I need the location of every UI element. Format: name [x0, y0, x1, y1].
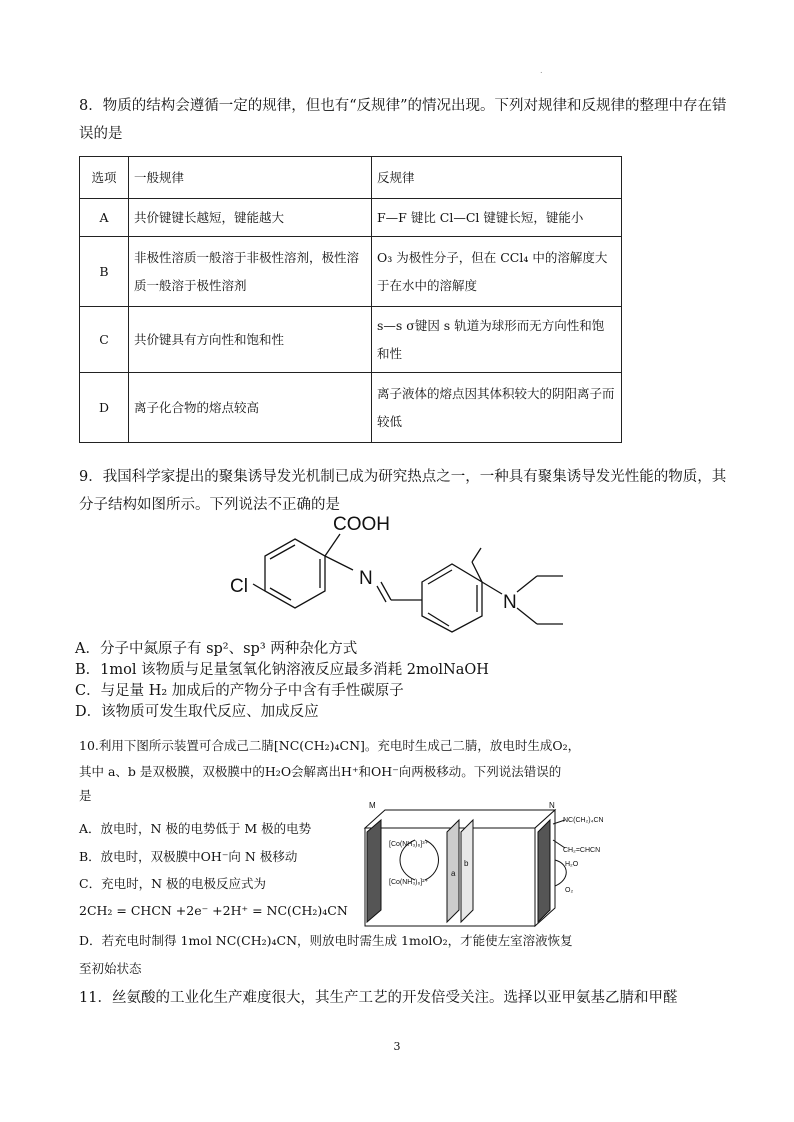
table-row: [80, 373, 622, 443]
option-a: A．分子中氮原子有 sp²、sp³ 两种杂化方式: [75, 641, 358, 657]
benzene-ring-right: [422, 564, 482, 632]
table-cell: 离子化合物的熔点较高: [129, 373, 372, 443]
question-11-text: 11．丝氨酸的工业化生产难度很大，其生产工艺的开发倍受关注。选择以亚甲氨基乙腈和甲醛: [79, 990, 678, 1006]
table-cell: 离子液体的熔点因其体积较大的阴阳离子而较低: [372, 373, 622, 443]
cooh-bond: [325, 534, 340, 556]
option-c: C．充电时，N 极的电极反应式为: [79, 876, 266, 891]
table-cell: 非极性溶质一般溶于非极性溶剂，极性溶质一般溶于极性溶剂: [129, 237, 372, 307]
benzene-ring-left: [265, 539, 325, 608]
question-9-options: [75, 639, 489, 723]
electrolysis-device-diagram: [355, 800, 625, 930]
question-10-line: 其中 a、b 是双极膜，双极膜中的H₂O会解离出H⁺和OH⁻向两极移动。下列说法错误的: [79, 764, 562, 779]
amine-n-label: N: [503, 592, 517, 613]
b-label: b: [464, 859, 469, 868]
table-row: [80, 199, 622, 237]
table-cell: B: [80, 237, 129, 307]
imine-n-label: N: [359, 568, 373, 589]
option-d: D．若充电时制得 1mol NC(CH₂)₄CN，则放电时需生成 1molO₂，才能使左室溶液恢复: [79, 933, 573, 948]
co2-label: [Co(NH₃)₆]²⁺: [389, 879, 429, 886]
cl-label: Cl: [230, 576, 248, 597]
a-label: a: [451, 869, 456, 878]
question-10-line: 是: [79, 788, 92, 803]
table-cell: D: [80, 373, 129, 443]
table-cell: A: [80, 199, 129, 237]
oxygen-label: O₂: [565, 887, 574, 894]
table-cell: C: [80, 307, 129, 373]
option-b: B．放电时，双极膜中OH⁻向 N 极移动: [79, 849, 298, 864]
question-10-line: 10.利用下图所示装置可合成己二腈[NC(CH₂)₄CN]。充电时生成己二腈，放电时生成O₂，: [79, 738, 581, 753]
question-10-text: [79, 733, 729, 807]
option-c: C．与足量 H₂ 加成后的产物分子中含有手性碳原子: [75, 683, 404, 699]
option-a: A．放电时，N 极的电势低于 M 极的电势: [79, 821, 312, 836]
table-header-row: [80, 157, 622, 199]
table-header-cell: 选项: [80, 157, 129, 199]
option-d-cont: 至初始状态: [79, 961, 142, 976]
table-cell: O₃ 为极性分子，但在 CCl₄ 中的溶解度大于在水中的溶解度: [372, 237, 622, 307]
table-row: [80, 307, 622, 373]
cooh-label: COOH: [333, 514, 390, 535]
table-cell: 共价键键长越短，键能越大: [129, 199, 372, 237]
table-cell: s—s σ键因 s 轨道为球形而无方向性和饱和性: [372, 307, 622, 373]
co3-label: [Co(NH₃)₆]³⁺: [389, 841, 429, 848]
table-cell: F—F 键比 Cl—Cl 键键长短，键能小: [372, 199, 622, 237]
question-9-text: 9．我国科学家提出的聚集诱导发光机制已成为研究热点之一，一种具有聚集诱导发光性能的物质，其分子结构如图所示。下列说法不正确的是: [79, 469, 727, 513]
m-label: M: [369, 801, 376, 810]
table-cell: 共价键具有方向性和饱和性: [129, 307, 372, 373]
n-label: N: [549, 801, 555, 810]
membrane-b: [461, 820, 473, 922]
electrode-n: [538, 820, 550, 922]
table-row: [80, 237, 622, 307]
rules-table: [79, 156, 622, 443]
molecule-structure-diagram: [225, 512, 585, 640]
cl-bond: [253, 584, 265, 591]
page-number: 3: [393, 1040, 401, 1053]
water-label: H₂O: [565, 861, 579, 868]
table-header-cell: 反规律: [372, 157, 622, 199]
table-header-cell: 一般规律: [129, 157, 372, 199]
option-b: B．1mol 该物质与足量氢氧化钠溶液反应最多消耗 2molNaOH: [75, 662, 489, 678]
exam-page: . 8．物质的结构会遵循一定的规律，但也有“反规律”的情况出现。下列对规律和反规律的整理中存在错误的是 选项 一般规律 反规律 A 共价键键长越短，键能越大 F—F 键比 Cl—Cl 键键长短，键能小 B 非极性溶质一般溶于非极性溶剂，极性溶质一般溶于极性溶剂 O₃ 为极性分子，但在 CCl₄ 中的溶解度大于在水中的溶解度 C 共价键具有方向性和饱和性 s—s σ键因 s 轨道为球形而无方向性和饱和性 D 离子化合物的熔点较高 离子液体的熔点因其体积较大的阴阳离子而较低 9．我国科学家提出的聚集诱导发光机制已成为研究热点之一，一种具有聚集诱导发光性能的物质，其分子结构如图所示。下列说法不正确的是 COOH Cl N N A．分子中氮原子有 sp²、sp³ 两种杂化方式 B．1mol 该物质与足量氢氧化钠溶液反应最多消耗 2molNaOH C．与足量 H₂ 加成后的产物分子中含有手性碳原子 D．该物质可发生取代反应、加成反应 10.利用下图所示装置可合成己二腈[NC(CH₂)₄CN]。充电时生成己二腈，放电时生成O₂， 其中 a、b 是双极膜，双极膜中的H₂O会解离出H⁺和OH⁻向两极移动。下列说法错误的 是 A．放电时，N 极的电势低于 M 极的电势 B．放电时，双极膜中OH⁻向 N 极移动 C．充电时，N 极的电极反应式为 2CH₂ = CHCN +2e⁻ +2H⁺ = NC(CH₂)₄CN D．若充电时制得 1mol NC(CH₂)₄CN，则放电时需生成 1molO₂，才能使左室溶液恢复 至初始状态 M N a b [Co(NH₃)₆]³⁺ [Co(NH₃)₆]²⁺ NC(CH₂)₄CN CH₂=CHCN H₂O O₂ 11．丝氨酸的工业化生产难度很大，其生产工艺的开发倍受关注。选择以亚甲氨基乙腈和甲醛 3: [0, 0, 794, 1122]
acrylonitrile-label: CH₂=CHCN: [563, 847, 601, 854]
question-8-text: 8．物质的结构会遵循一定的规律，但也有“反规律”的情况出现。下列对规律和反规律的整理中存在错误的是: [79, 98, 727, 142]
electrode-m: [367, 820, 381, 922]
adiponitrile-label: NC(CH₂)₄CN: [563, 817, 604, 824]
equation: 2CH₂ = CHCN +2e⁻ +2H⁺ = NC(CH₂)₄CN: [79, 903, 348, 918]
option-d: D．该物质可发生取代反应、加成反应: [75, 704, 319, 720]
